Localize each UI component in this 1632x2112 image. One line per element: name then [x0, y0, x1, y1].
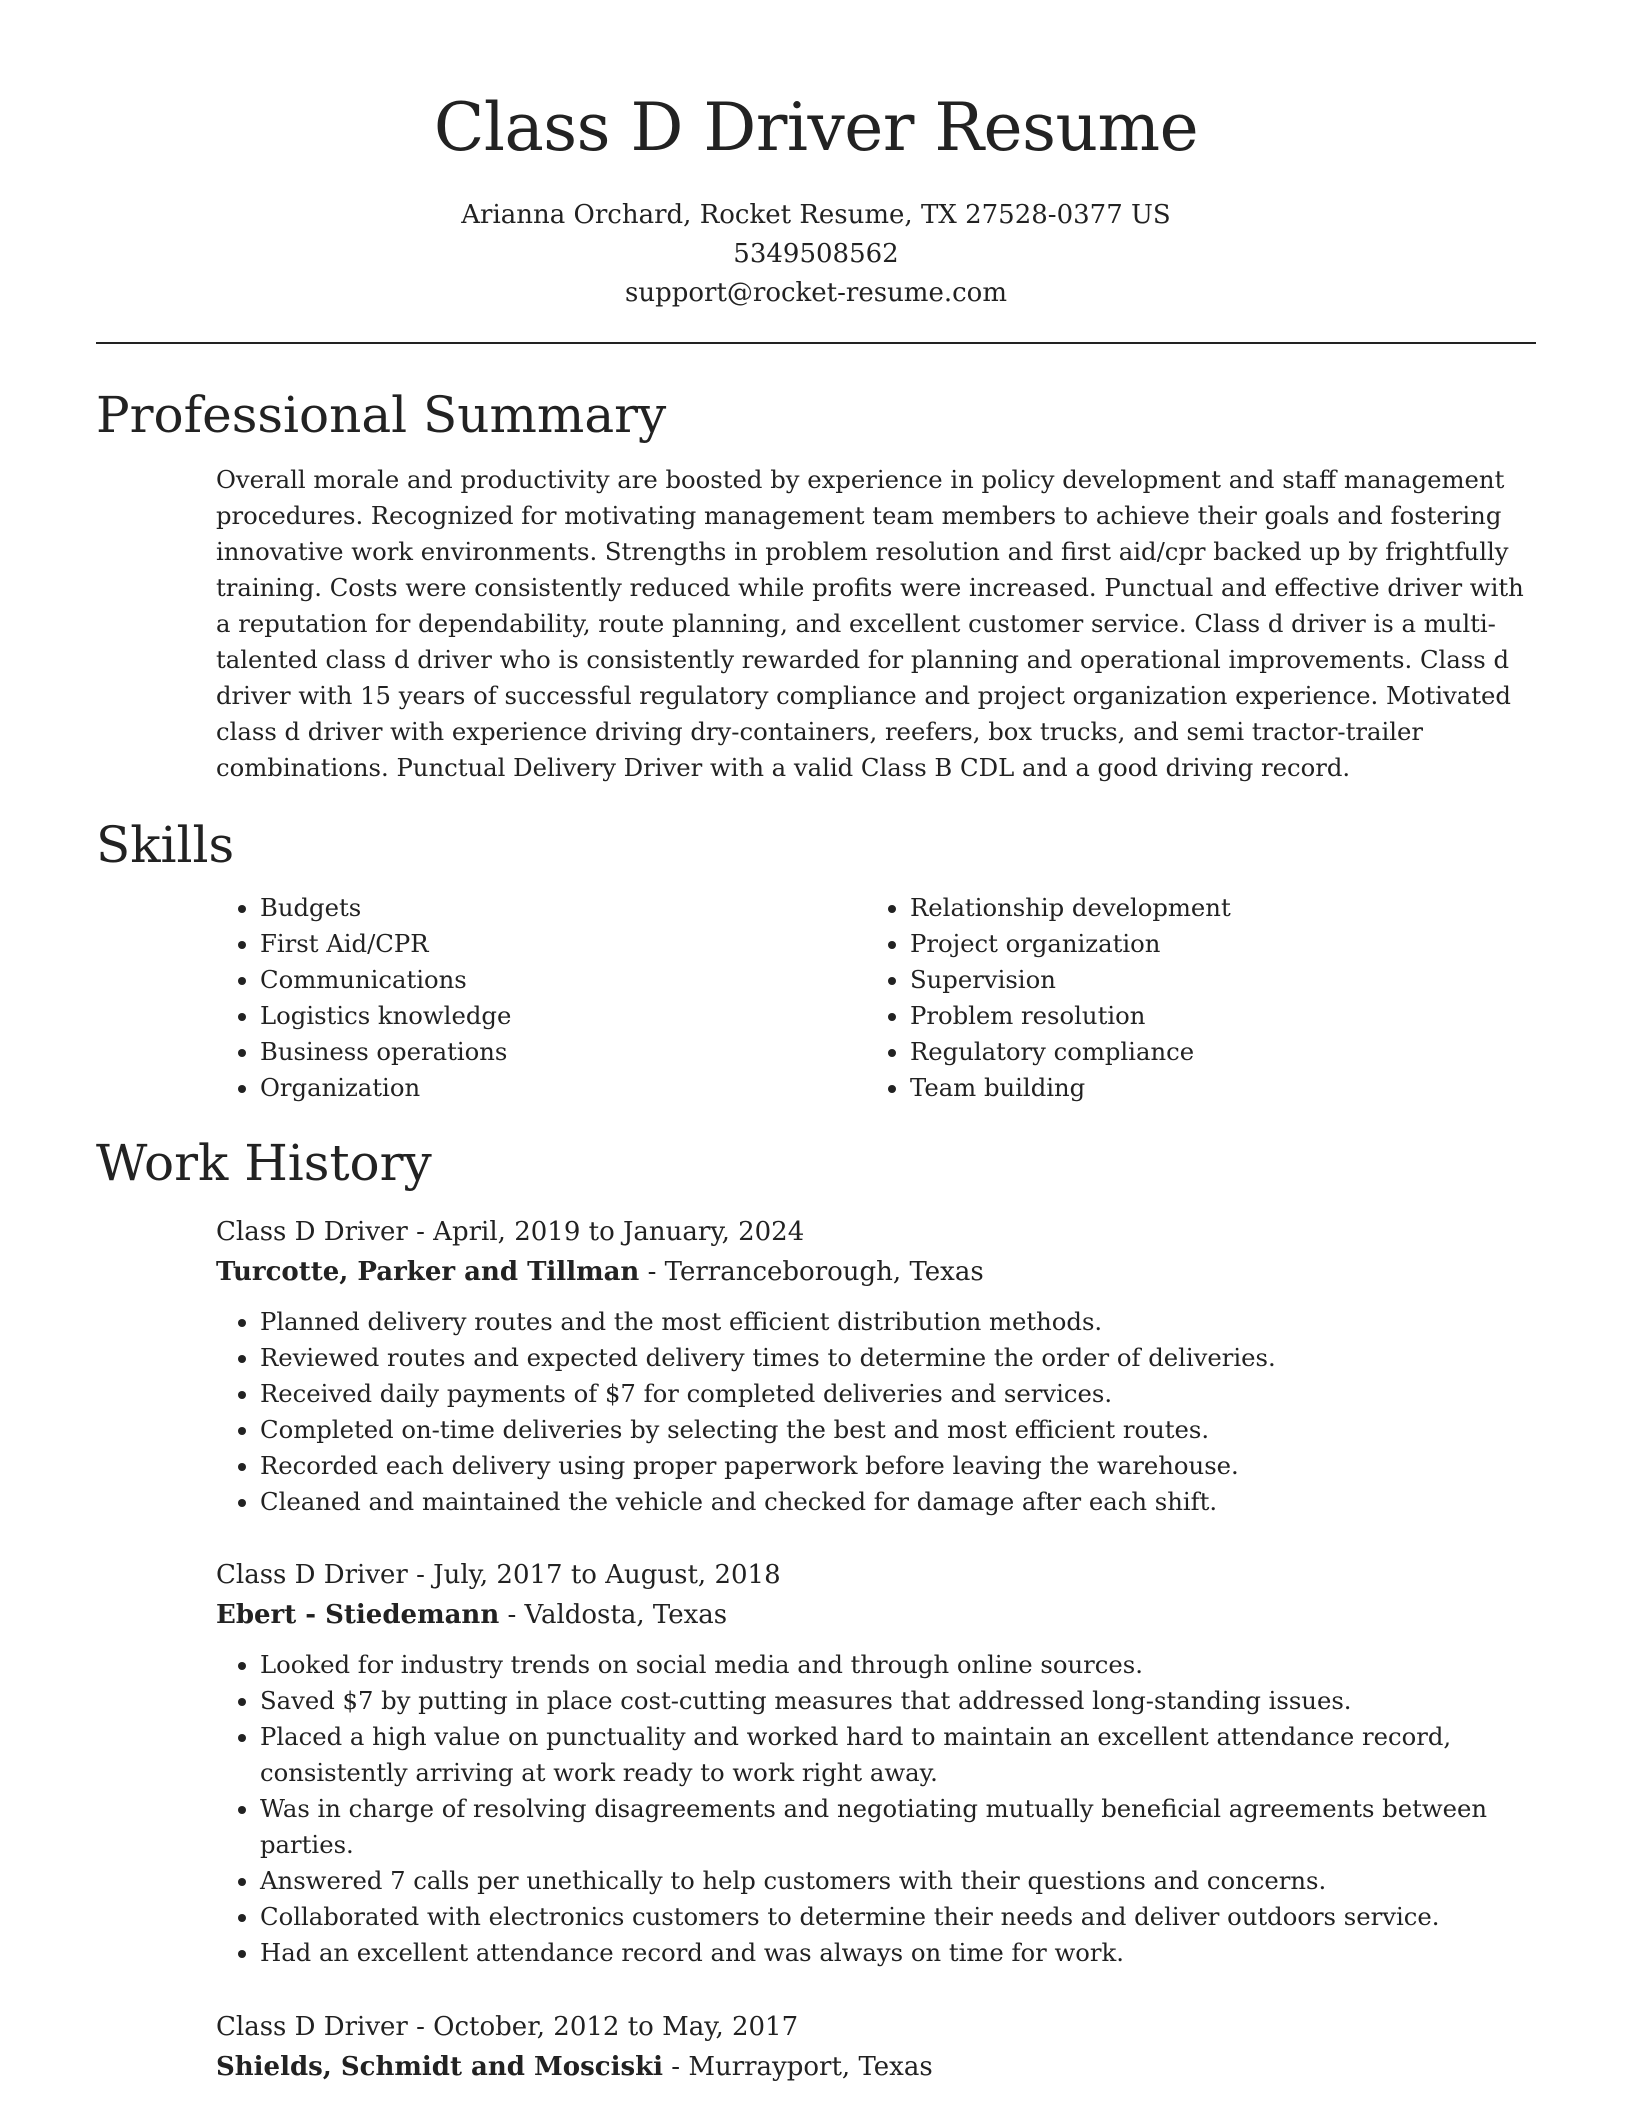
job-entry — [216, 1555, 1526, 1971]
skill-item: • Communications — [260, 962, 511, 998]
skill-item: • Budgets — [260, 890, 511, 926]
skills-list-left — [216, 890, 511, 1106]
job-entry — [216, 2007, 1526, 2087]
job-bullet: • Cleaned and maintained the vehicle and checked for damage after each shift. — [260, 1484, 1526, 1520]
job-location: - Murrayport, Texas — [663, 2052, 933, 2082]
job-title: Class D Driver - July, 2017 to August, 2018 — [216, 1560, 781, 1590]
job-entry — [216, 1212, 1526, 1520]
skill-item: • Supervision — [910, 962, 1231, 998]
contact-address: Arianna Orchard, Rocket Resume, TX 27528-0377 US — [461, 200, 1171, 230]
skill-item: • First Aid/CPR — [260, 926, 511, 962]
skill-item: • Team building — [910, 1070, 1231, 1106]
company-name: Turcotte, Parker and Tillman — [216, 1257, 640, 1287]
skill-item: • Project organization — [910, 926, 1231, 962]
job-bullet: • Collaborated with electronics customers to determine their needs and deliver outdoors service. — [260, 1899, 1526, 1935]
contact-phone: 5349508562 — [733, 239, 899, 269]
skill-item: • Organization — [260, 1070, 511, 1106]
skill-item: • Regulatory compliance — [910, 1034, 1231, 1070]
contact-email: support@rocket-resume.com — [624, 278, 1007, 308]
job-bullet: • Answered 7 calls per unethically to help customers with their questions and concerns. — [260, 1863, 1526, 1899]
skill-item: • Logistics knowledge — [260, 998, 511, 1034]
work-history-heading: Work History — [96, 1134, 432, 1192]
skill-item: • Problem resolution — [910, 998, 1231, 1034]
job-bullets — [216, 1304, 1526, 1520]
job-title: Class D Driver - October, 2012 to May, 2017 — [216, 2012, 799, 2042]
company-name: Ebert - Stiedemann — [216, 1600, 500, 1630]
job-bullet: • Completed on-time deliveries by selecting the best and most efficient routes. — [260, 1412, 1526, 1448]
summary-text: Overall morale and productivity are boosted by experience in policy development and staff management procedures. Recognized for motivating management team members to achieve their goals and fostering innovative work environments. Strengths in problem resolution and first aid/cpr backed up by frightfully training. Costs were consistently reduced while profits were increased. Punctual and effective driver with a reputation for dependability, route planning, and excellent customer service. Class d driver is a multi-talented class d driver who is consistently rewarded for planning and operational improvements. Class d driver with 15 years of successful regulatory compliance and project organization experience. Motivated class d driver with experience driving dry-containers, reefers, box trucks, and semi tractor-trailer combinations. Punctual Delivery Driver with a valid Class B CDL and a good driving record. — [216, 465, 1524, 782]
skills-list-right — [866, 890, 1231, 1106]
job-location: - Terranceborough, Texas — [639, 1257, 984, 1287]
skills-heading: Skills — [96, 816, 235, 874]
job-bullet: • Was in charge of resolving disagreements and negotiating mutually beneficial agreements between parties. — [260, 1791, 1526, 1863]
skill-item: • Relationship development — [910, 890, 1231, 926]
job-company-line — [216, 1595, 1526, 1635]
job-bullet: • Planned delivery routes and the most efficient distribution methods. — [260, 1304, 1526, 1340]
job-location: - Valdosta, Texas — [499, 1600, 728, 1630]
resume-title: Class D Driver Resume — [433, 89, 1199, 166]
job-bullets — [216, 1647, 1526, 1971]
summary-heading: Professional Summary — [96, 386, 667, 444]
job-bullet: • Recorded each delivery using proper paperwork before leaving the warehouse. — [260, 1448, 1526, 1484]
skill-item: • Business operations — [260, 1034, 511, 1070]
job-company-line — [216, 1252, 1526, 1292]
job-bullet: • Saved $7 by putting in place cost-cutting measures that addressed long-standing issues. — [260, 1683, 1526, 1719]
job-bullet: • Reviewed routes and expected delivery times to determine the order of deliveries. — [260, 1340, 1526, 1376]
job-title: Class D Driver - April, 2019 to January, 2024 — [216, 1217, 805, 1247]
job-bullet: • Received daily payments of $7 for completed deliveries and services. — [260, 1376, 1526, 1412]
job-bullet: • Looked for industry trends on social media and through online sources. — [260, 1647, 1526, 1683]
job-bullet: • Placed a high value on punctuality and worked hard to maintain an excellent attendance record, consistently arriving at work ready to work right away. — [260, 1719, 1526, 1791]
resume-header — [0, 0, 1632, 313]
company-name: Shields, Schmidt and Mosciski — [216, 2052, 664, 2082]
header-divider — [96, 342, 1536, 344]
contact-block — [0, 196, 1632, 313]
job-bullet: • Had an excellent attendance record and was always on time for work. — [260, 1935, 1526, 1971]
job-company-line — [216, 2047, 1526, 2087]
